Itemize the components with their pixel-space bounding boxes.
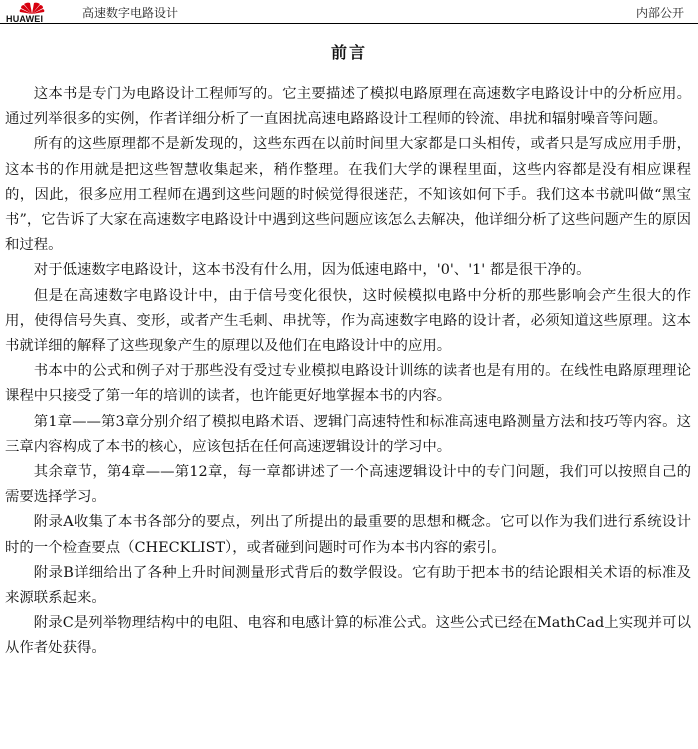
logo-wordmark: HUAWEI — [6, 14, 44, 24]
page-title: 前言 — [330, 43, 367, 62]
paragraph: 书本中的公式和例子对于那些没有受过专业模拟电路设计训练的读者也是有用的。在线性电路原理理论课程中只接受了第一年的培训的读者，也许能更好地掌握本书的内容。 — [5, 363, 691, 405]
paragraph: 对于低速数字电路设计，这本书没有什么用，因为低速电路中，'0'、'1' 都是很干净的。 — [33, 262, 591, 279]
classification-label: 内部公开 — [635, 6, 684, 20]
document-title: 高速数字电路设计 — [82, 6, 179, 20]
paragraph: 附录A收集了本书各部分的要点，列出了所提出的最重要的思想和概念。它可以作为我们进行系统设计时的一个检查要点（CHECKLIST），或者碰到问题时可作为本书内容的索引。 — [5, 514, 691, 556]
huawei-logo — [4, 1, 60, 25]
preface-body — [5, 82, 691, 662]
paragraph: 所有的这些原理都不是新发现的，这些东西在以前时间里大家都是口头相传，或者只是写成应用手册，这本书的作用就是把这些智慧收集起来，稍作整理。在我们大学的课程里面，这些内容都是没有相应课程的，因此，很多应用工程师在遇到这些问题的时候觉得很迷茫，不知该如何下手。我们这本书就叫做“黑宝书”，它告诉了大家在高速数字电路设计中遇到这些问题应该怎么去解决，他详细分析了这些问题产生的原因和过程。 — [5, 136, 691, 254]
paragraph: 但是在高速数字电路设计中，由于信号变化很快，这时候模拟电路中分析的那些影响会产生很大的作用，使得信号失真、变形，或者产生毛刺、串扰等，作为高速数字电路的设计者，必须知道这些原理。这本书就详细的解释了这些现象产生的原理以及他们在电路设计中的应用。 — [5, 287, 691, 355]
header-divider — [0, 23, 698, 24]
paragraph: 这本书是专门为电路设计工程师写的。它主要描述了模拟电路原理在高速数字电路设计中的分析应用。通过列举很多的实例，作者详细分析了一直困扰高速电路路设计工程师的铃流、串扰和辐射噪音等问题。 — [5, 86, 691, 128]
paragraph: 其余章节，第4章——第12章，每一章都讲述了一个高速逻辑设计中的专门问题，我们可以按照自己的需要选择学习。 — [5, 464, 691, 506]
huawei-petal-icon — [18, 1, 46, 15]
paragraph: 第1章——第3章分别介绍了模拟电路术语、逻辑门高速特性和标准高速电路测量方法和技巧等内容。这三章内容构成了本书的核心，应该包括在任何高速逻辑设计的学习中。 — [5, 413, 691, 455]
paragraph: 附录C是列举物理结构中的电阻、电容和电感计算的标准公式。这些公式已经在MathCad上实现并可以从作者处获得。 — [5, 615, 691, 657]
page-header — [0, 0, 698, 26]
paragraph: 附录B详细给出了各种上升时间测量形式背后的数学假设。它有助于把本书的结论跟相关术语的标准及来源联系起来。 — [5, 564, 691, 607]
